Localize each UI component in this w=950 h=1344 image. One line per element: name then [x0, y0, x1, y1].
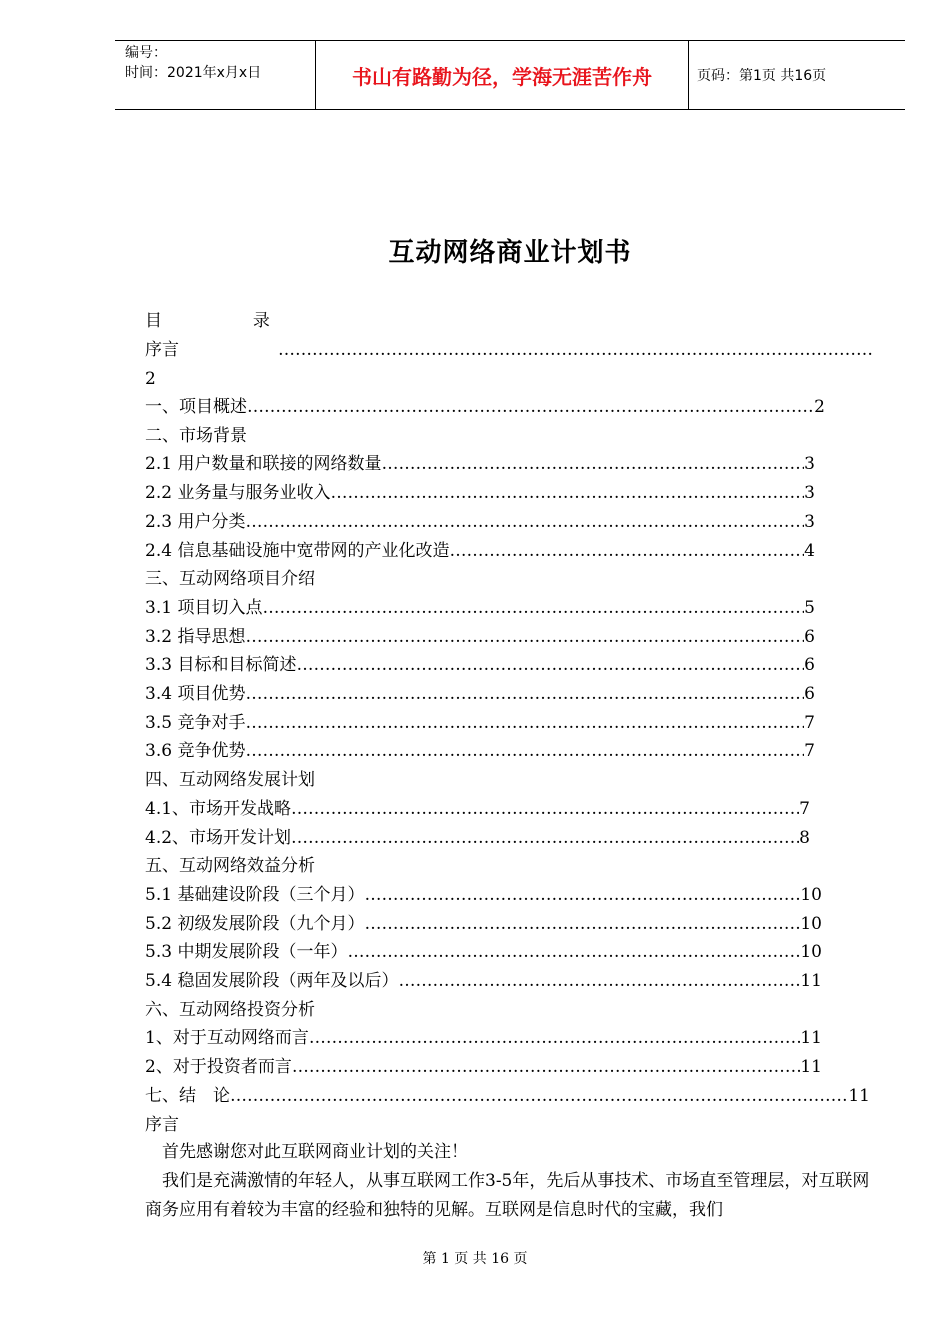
toc-entry-label: 2.3 用户分类	[145, 512, 246, 532]
toc-entry[interactable]	[145, 941, 822, 963]
toc-entry-page: 7	[799, 799, 810, 819]
toc-entry[interactable]	[145, 798, 810, 820]
toc-entry[interactable]	[145, 999, 315, 1021]
toc-entry-label: 3.1 项目切入点	[145, 598, 263, 618]
toc-leader-dots	[291, 827, 799, 849]
toc-entry-label: 2、对于投资者而言	[145, 1057, 292, 1077]
toc-leader-dots	[296, 654, 804, 676]
toc-leader-dots	[247, 396, 814, 418]
toc-entry[interactable]	[145, 884, 822, 906]
toc-entry[interactable]	[145, 1027, 822, 1049]
toc-entry-page: 3	[804, 454, 815, 474]
page-footer: 第 1 页 共 16 页	[422, 1251, 528, 1267]
toc-entry[interactable]	[145, 568, 315, 590]
toc-entry-page: 10	[800, 885, 822, 905]
toc-entry-label: 2.2 业务量与服务业收入	[145, 483, 331, 503]
toc-entry-page: 11	[800, 971, 822, 991]
toc-leader-dots	[278, 339, 872, 361]
preface-title: 序言	[145, 1115, 179, 1135]
toc-entry-label: 1、对于互动网络而言	[145, 1028, 309, 1048]
toc-entry-label: 五、互动网络效益分析	[145, 856, 315, 876]
toc-entry-page: 7	[804, 741, 815, 761]
toc-entry[interactable]	[145, 827, 810, 849]
toc-leader-dots	[330, 482, 804, 504]
toc-leader-dots	[291, 798, 799, 820]
header-table	[115, 40, 905, 110]
document-title: 互动网络商业计划书	[388, 238, 632, 268]
toc-entry[interactable]	[145, 855, 315, 877]
toc-entry-page: 11	[800, 1028, 822, 1048]
toc-entry[interactable]	[145, 396, 825, 418]
toc-leader-dots	[364, 913, 800, 935]
toc-entry[interactable]	[145, 511, 815, 533]
toc-leader-dots	[230, 1085, 848, 1107]
toc-leader-dots	[364, 884, 800, 906]
toc-entry-label: 三、互动网络项目介绍	[145, 569, 315, 589]
toc-leader-dots	[245, 712, 804, 734]
toc-entry[interactable]	[145, 597, 815, 619]
toc-entry-page: 11	[800, 1057, 822, 1077]
toc-entry-page: 5	[804, 598, 815, 618]
number-label: 编号：	[125, 45, 167, 61]
toc-entry-label: 二、市场背景	[145, 426, 247, 446]
toc-entry[interactable]	[145, 683, 815, 705]
toc-entry[interactable]	[145, 712, 815, 734]
toc-entry[interactable]	[145, 425, 247, 447]
time-label: 时间：2021年x月x日	[125, 65, 262, 81]
toc-leader-dots	[245, 683, 804, 705]
toc-entry-label: 3.6 竞争优势	[145, 741, 246, 761]
toc-entry-label: 4.2、市场开发计划	[145, 828, 292, 848]
toc-leader-dots	[347, 941, 800, 963]
toc-entry-label: 5.1 基础建设阶段（三个月）	[145, 885, 365, 905]
toc-entry-label: 3.5 竞争对手	[145, 713, 246, 733]
toc-leader-dots	[398, 970, 800, 992]
toc-entry[interactable]	[145, 970, 822, 992]
toc-entry[interactable]	[145, 769, 315, 791]
toc-entry-page: 3	[804, 512, 815, 532]
toc-entry-label: 3.3 目标和目标简述	[145, 655, 297, 675]
toc-entry-page: 8	[799, 828, 810, 848]
header-page-label: 页码：第1页 共16页	[697, 68, 827, 84]
toc-preface-page: 2	[145, 369, 156, 389]
header-motto: 书山有路勤为径，学海无涯苦作舟	[316, 41, 689, 109]
toc-leader-dots	[449, 540, 804, 562]
toc-entry-page: 6	[804, 684, 815, 704]
preface-para-1: 首先感谢您对此互联网商业计划的关注！	[162, 1142, 468, 1162]
toc-entry[interactable]	[145, 654, 815, 676]
toc-entry[interactable]	[145, 740, 815, 762]
toc-entry[interactable]	[145, 626, 815, 648]
header-meta	[115, 41, 316, 109]
toc-entry-label: 一、项目概述	[145, 397, 247, 417]
toc-leader-dots	[381, 453, 804, 475]
toc-entry-label: 5.4 稳固发展阶段（两年及以后）	[145, 971, 399, 991]
toc-entry[interactable]	[145, 482, 815, 504]
toc-entry-page: 10	[800, 914, 822, 934]
toc-entry[interactable]	[145, 913, 822, 935]
toc-entry-page: 7	[804, 713, 815, 733]
toc-leader-dots	[292, 1056, 801, 1078]
toc-entry[interactable]	[145, 540, 815, 562]
toc-entry-label: 4.1、市场开发战略	[145, 799, 292, 819]
toc-entry-page: 6	[804, 655, 815, 675]
toc-heading	[145, 310, 270, 332]
toc-entry[interactable]	[145, 453, 815, 475]
toc-leader-dots	[245, 511, 804, 533]
toc-leader-dots	[262, 597, 804, 619]
toc-entry-label: 5.3 中期发展阶段（一年）	[145, 942, 348, 962]
toc-entry-label: 四、互动网络发展计划	[145, 770, 315, 790]
toc-entry-label: 3.4 项目优势	[145, 684, 246, 704]
toc-heading-right: 录	[252, 311, 270, 331]
toc-entry[interactable]	[145, 1085, 870, 1107]
toc-entry-page: 4	[804, 541, 815, 561]
toc-leader-dots	[245, 740, 804, 762]
toc-leader-dots	[245, 626, 804, 648]
toc-entry-label: 5.2 初级发展阶段（九个月）	[145, 914, 365, 934]
preface-para-2: 我们是充满激情的年轻人，从事互联网工作3-5年，先后从事技术、市场直至管理层，对互联网商务应用有着较为丰富的经验和独特的见解。互联网是信息时代的宝藏，我们	[145, 1171, 870, 1220]
toc-preface-label[interactable]: 序言	[145, 340, 179, 360]
toc-entry-page: 11	[848, 1086, 870, 1106]
toc-entry-label: 2.1 用户数量和联接的网络数量	[145, 454, 382, 474]
toc-entry-page: 2	[814, 397, 825, 417]
toc-heading-left: 目	[145, 311, 162, 331]
toc-entry[interactable]	[145, 1056, 822, 1078]
toc-entry-label: 3.2 指导思想	[145, 627, 246, 647]
toc-leader-dots	[309, 1027, 801, 1049]
toc-entry-page: 3	[804, 483, 815, 503]
toc-entry-label: 七、结 论	[145, 1086, 230, 1106]
toc-entry-page: 10	[800, 942, 822, 962]
toc-entry-label: 2.4 信息基础设施中宽带网的产业化改造	[145, 541, 450, 561]
toc-entry-label: 六、互动网络投资分析	[145, 1000, 315, 1020]
toc-entry-page: 6	[804, 627, 815, 647]
toc-preface-leader	[278, 339, 872, 361]
